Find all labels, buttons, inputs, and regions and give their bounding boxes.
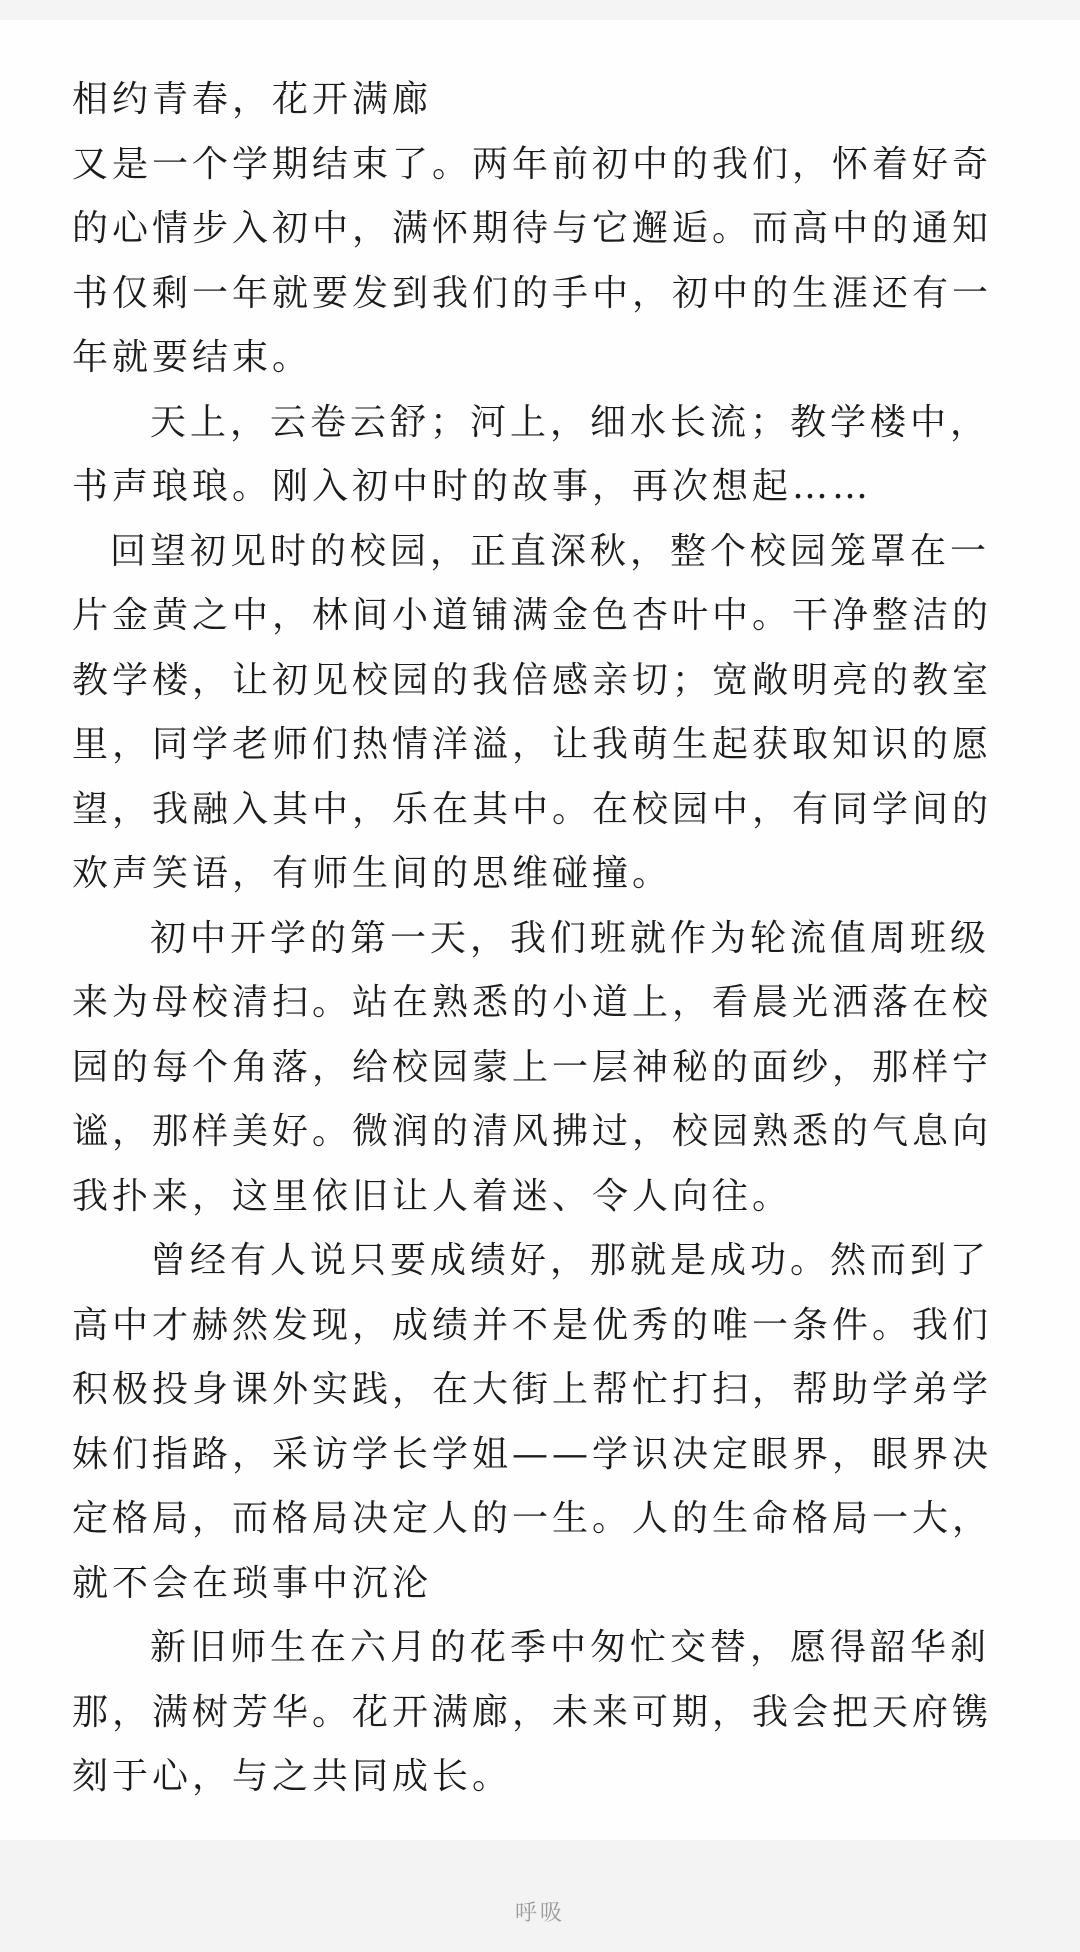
text-line: 书仅剩一年就要发到我们的手中，初中的生涯还有一 [72,272,993,314]
text-line: 新旧师生在六月的花季中匆忙交替，愿得韶华刹 [150,1627,991,1668]
text-line: 园的每个角落，给校园蒙上一层神秘的面纱，那样宁 [72,1046,993,1088]
text-line: 初中开学的第一天，我们班就作为轮流值周班级 [150,917,991,959]
text-line: 那，满树芳华。花开满廊，未来可期，我会把天府镌 [72,1691,993,1733]
text-line: 书声琅琅。刚入初中时的故事，再次想起…… [72,466,873,507]
footer-bar [0,1840,1080,1952]
text-line: 高中才赫然发现，成绩并不是优秀的唯一条件。我们 [72,1304,993,1346]
text-line: 教学楼，让初见校园的我倍感亲切；宽敞明亮的教室 [72,659,993,701]
text-line: 回望初见时的校园，正直深秋，整个校园笼罩在一 [110,530,991,572]
document-page [0,20,1080,1840]
text-line: 我扑来，这里依旧让人着迷、令人向往。 [72,1175,793,1217]
text-line: 欢声笑语，有师生间的思维碰撞。 [72,853,673,894]
top-strip [0,0,1080,20]
text-line: 就不会在琐事中沉沦 [72,1562,433,1604]
text-line: 里，同学老师们热情洋溢，让我萌生起获取知识的愿 [72,724,993,765]
text-line: 天上，云卷云舒；河上，细水长流；教学楼中， [150,401,991,443]
text-line: 谧，那样美好。微润的清风拂过，校园熟悉的气息向 [72,1111,993,1152]
text-line: 片金黄之中，林间小道铺满金色杏叶中。干净整洁的 [72,595,993,636]
footer-caption: 呼吸 [514,1901,565,1926]
essay-text [72,68,1012,1810]
text-line: 刻于心，与之共同成长。 [72,1756,513,1797]
essay-title: 相约青春，花开满廊 [72,79,433,120]
text-line: 妹们指路，采访学长学姐——学识决定眼界，眼界决 [72,1433,993,1475]
text-line: 定格局，而格局决定人的一生。人的生命格局一大， [72,1498,993,1539]
text-line: 又是一个学期结束了。两年前初中的我们，怀着好奇 [72,143,993,185]
text-line: 曾经有人说只要成绩好，那就是成功。然而到了 [150,1240,991,1281]
text-line: 望，我融入其中，乐在其中。在校园中，有同学间的 [72,788,993,830]
text-line: 来为母校清扫。站在熟悉的小道上，看晨光洒落在校 [72,982,993,1023]
text-line: 积极投身课外实践，在大街上帮忙打扫，帮助学弟学 [72,1369,993,1410]
text-line: 的心情步入初中，满怀期待与它邂逅。而高中的通知 [72,208,993,249]
text-line: 年就要结束。 [72,337,313,378]
